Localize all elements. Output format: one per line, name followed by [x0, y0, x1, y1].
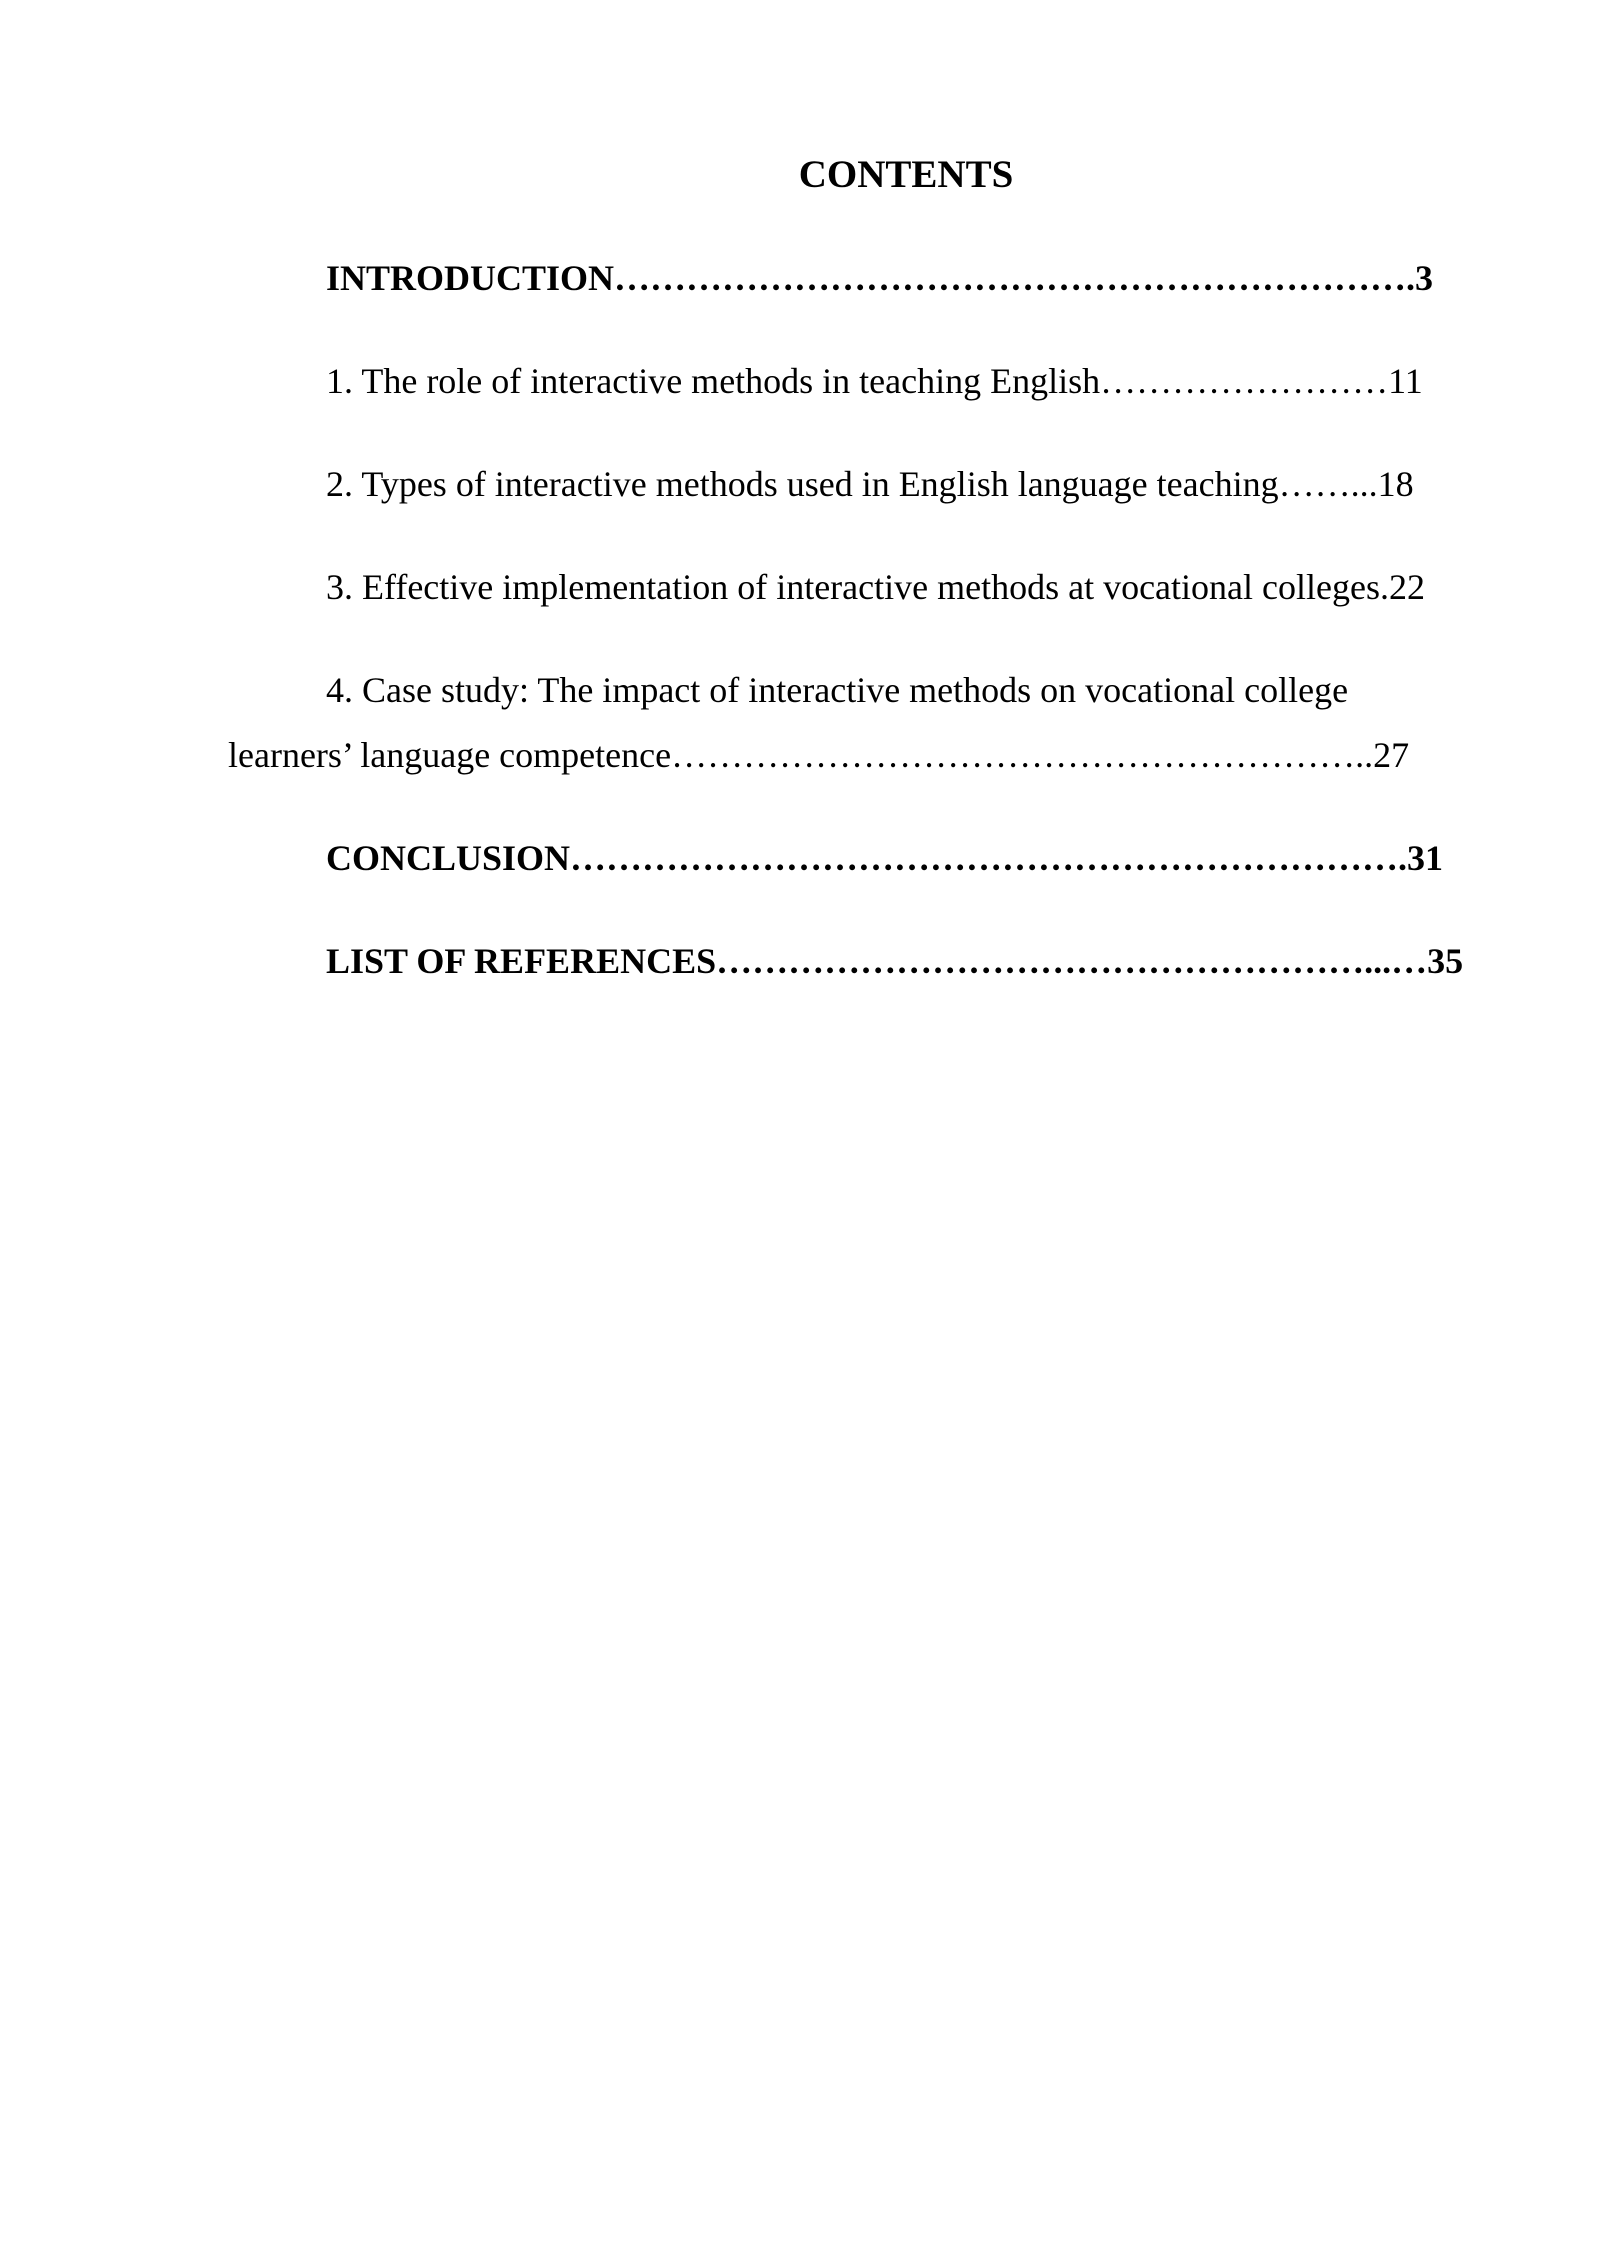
toc-entry-2: 2. Types of interactive methods used in English language teaching……...18 — [326, 464, 1414, 504]
toc-entry-introduction: INTRODUCTION………………………………………………………….3 — [326, 258, 1434, 298]
toc-entry-conclusion: CONCLUSION…………………………………………………………….31 — [326, 838, 1444, 878]
toc-entry-1: 1. The role of interactive methods in teaching English……………………11 — [326, 361, 1423, 401]
toc-entry-4-line-1: 4. Case study: The impact of interactive methods on vocational college — [326, 670, 1349, 710]
toc-entry-3: 3. Effective implementation of interactive methods at vocational colleges.22 — [326, 567, 1425, 607]
toc-entry-references: LIST OF REFERENCES………………………………………………...…35 — [326, 941, 1464, 981]
toc-entry-4-line-2: learners’ language competence…………………………………………………..27 — [228, 735, 1410, 775]
contents-heading: CONTENTS — [798, 153, 1014, 196]
